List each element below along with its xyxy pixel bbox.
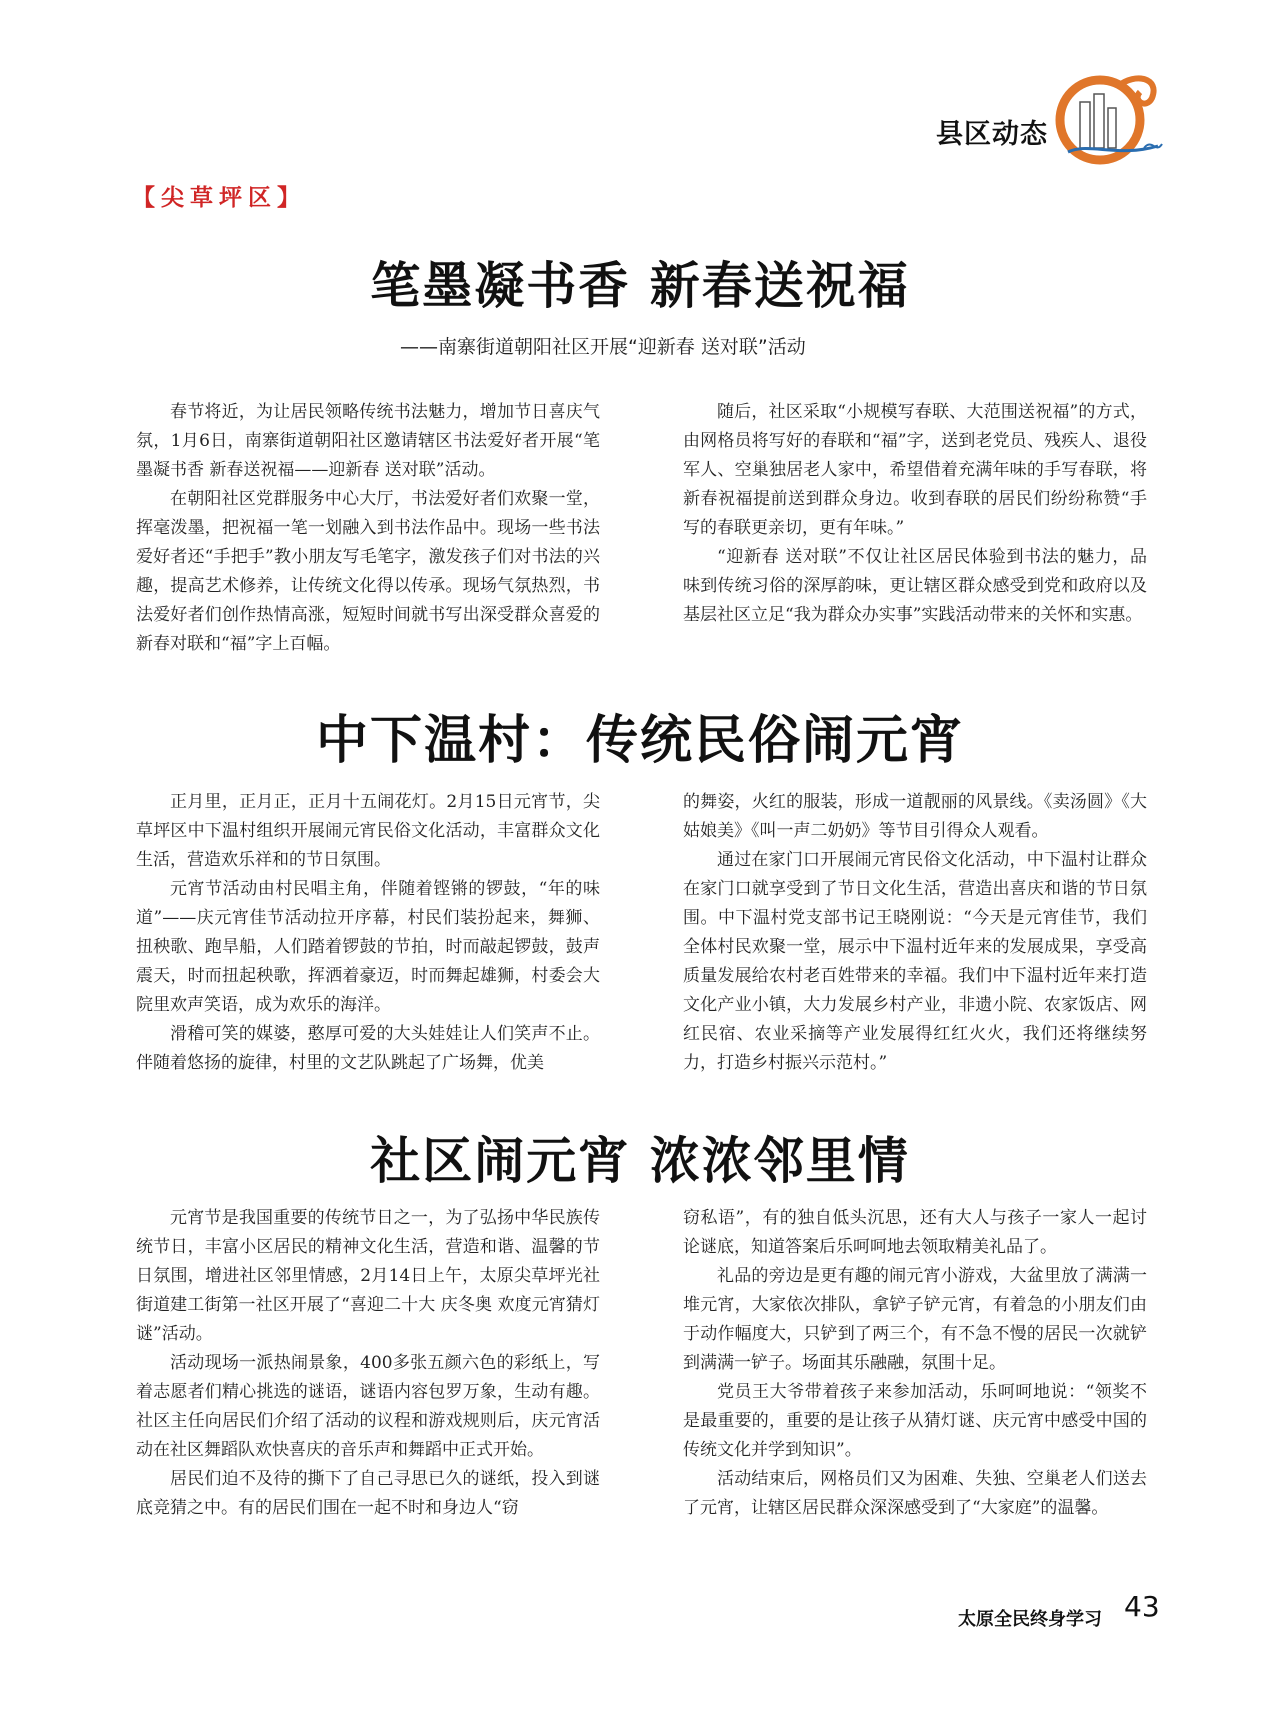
article2-left-column: [136, 788, 600, 1078]
paragraph: 正月里，正月正，正月十五闹花灯。2月15日元宵节，尖草坪区中下温村组织开展闹元宵民俗文化活动，丰富群众文化生活，营造欢乐祥和的节日氛围。: [136, 792, 600, 870]
article2-title: 中下温村：传统民俗闹元宵: [315, 710, 964, 771]
paragraph: 礼品的旁边是更有趣的闹元宵小游戏，大盆里放了满满一堆元宵，大家依次排队，拿铲子铲元宵，有着急的小朋友们由于动作幅度大，只铲到了两三个，有不急不慢的居民一次就铲到满满一铲子。场面其乐融融，氛围十足。: [683, 1266, 1147, 1373]
paragraph: 元宵节活动由村民唱主角，伴随着铿锵的锣鼓，“年的味道”——庆元宵佳节活动拉开序幕，村民们装扮起来，舞狮、扭秧歌、跑旱船，人们踏着锣鼓的节拍，时而敲起锣鼓，鼓声震天，时而扭起秧歌，挥洒着豪迈，时而舞起雄狮，村委会大院里欢声笑语，成为欢乐的海洋。: [136, 879, 600, 1015]
article1-subtitle: ——南寨街道朝阳社区开展“迎新春 送对联”活动: [400, 336, 806, 358]
paragraph: 党员王大爷带着孩子来参加活动，乐呵呵地说：“领奖不是最重要的，重要的是让孩子从猜灯谜、庆元宵中感受中国的传统文化并学到知识”。: [683, 1382, 1147, 1460]
article3-right-column: [683, 1204, 1147, 1523]
page-number: 43: [1124, 1590, 1160, 1623]
paragraph: 活动现场一派热闹景象，400多张五颜六色的彩纸上，写着志愿者们精心挑选的谜语，谜语内容包罗万象，生动有趣。社区主任向居民们介绍了活动的议程和游戏规则后，庆元宵活动在社区舞蹈队欢快喜庆的音乐声和舞蹈中正式开始。: [136, 1353, 600, 1460]
article3-title: 社区闹元宵 浓浓邻里情: [370, 1131, 910, 1190]
district-tag: 【尖草坪区】: [132, 184, 306, 211]
paragraph-continued: 窃私语”，有的独自低头沉思，还有大人与孩子一家人一起讨论谜底，知道答案后乐呵呵地去领取精美礼品了。: [683, 1208, 1147, 1257]
article1-left-column: [136, 398, 600, 659]
paragraph: 滑稽可笑的媒婆，憨厚可爱的大头娃娃让人们笑声不止。伴随着悠扬的旋律，村里的文艺队跳起了广场舞，优美: [136, 1024, 600, 1073]
paragraph: “迎新春 送对联”不仅让社区居民体验到书法的魅力，品味到传统习俗的深厚韵味，更让辖区群众感受到党和政府以及基层社区立足“我为群众办实事”实践活动带来的关怀和实惠。: [683, 547, 1147, 625]
paragraph-continued: 的舞姿，火红的服装，形成一道靓丽的风景线。《卖汤圆》《大姑娘美》《叫一声二奶奶》等节目引得众人观看。: [683, 792, 1147, 841]
article1-right-column: [683, 398, 1147, 630]
paragraph: 随后，社区采取“小规模写春联、大范围送祝福”的方式，由网格员将写好的春联和“福”字，送到老党员、残疾人、退役军人、空巢独居老人家中，希望借着充满年味的手写春联，将新春祝福提前送到群众身边。收到春联的居民们纷纷称赞“手写的春联更亲切，更有年味。”: [683, 402, 1147, 538]
paragraph: 通过在家门口开展闹元宵民俗文化活动，中下温村让群众在家门口就享受到了节日文化生活，营造出喜庆和谐的节日氛围。中下温村党支部书记王晓刚说：“今天是元宵佳节，我们全体村民欢聚一堂，展示中下温村近年来的发展成果，享受高质量发展给农村老百姓带来的幸福。我们中下温村近年来打造文化产业小镇，大力发展乡村产业，非遗小院、农家饭店、网红民宿、农业采摘等产业发展得红红火火，我们还将继续努力，打造乡村振兴示范村。”: [683, 850, 1147, 1073]
paragraph: 在朝阳社区党群服务中心大厅，书法爱好者们欢聚一堂，挥毫泼墨，把祝福一笔一划融入到书法作品中。现场一些书法爱好者还“手把手”教小朋友写毛笔字，激发孩子们对书法的兴趣，提高艺术修养，让传统文化得以传承。现场气氛热烈，书法爱好者们创作热情高涨，短短时间就书写出深受群众喜爱的新春对联和“福”字上百幅。: [136, 489, 600, 654]
section-label: 县区动态: [936, 119, 1048, 150]
article1-title: 笔墨凝书香 新春送祝福: [370, 256, 910, 315]
city-towers-logo-icon: [1048, 68, 1168, 172]
paragraph: 活动结束后，网格员们又为困难、失独、空巢老人们送去了元宵，让辖区居民群众深深感受到了“大家庭”的温馨。: [683, 1469, 1147, 1518]
publication-name: 太原全民终身学习: [958, 1609, 1102, 1630]
paragraph: 春节将近，为让居民领略传统书法魅力，增加节日喜庆气氛，1月6日，南寨街道朝阳社区邀请辖区书法爱好者开展“笔墨凝书香 新春送祝福——迎新春 送对联”活动。: [136, 402, 600, 480]
paragraph: 居民们迫不及待的撕下了自己寻思已久的谜纸，投入到谜底竞猜之中。有的居民们围在一起不时和身边人“窃: [136, 1469, 600, 1518]
paragraph: 元宵节是我国重要的传统节日之一，为了弘扬中华民族传统节日，丰富小区居民的精神文化生活，营造和谐、温馨的节日氛围，增进社区邻里情感，2月14日上午，太原尖草坪光社街道建工街第一社区开展了“喜迎二十大 庆冬奥 欢度元宵猜灯谜”活动。: [136, 1208, 600, 1344]
article2-right-column: [683, 788, 1147, 1078]
article3-left-column: [136, 1204, 600, 1523]
